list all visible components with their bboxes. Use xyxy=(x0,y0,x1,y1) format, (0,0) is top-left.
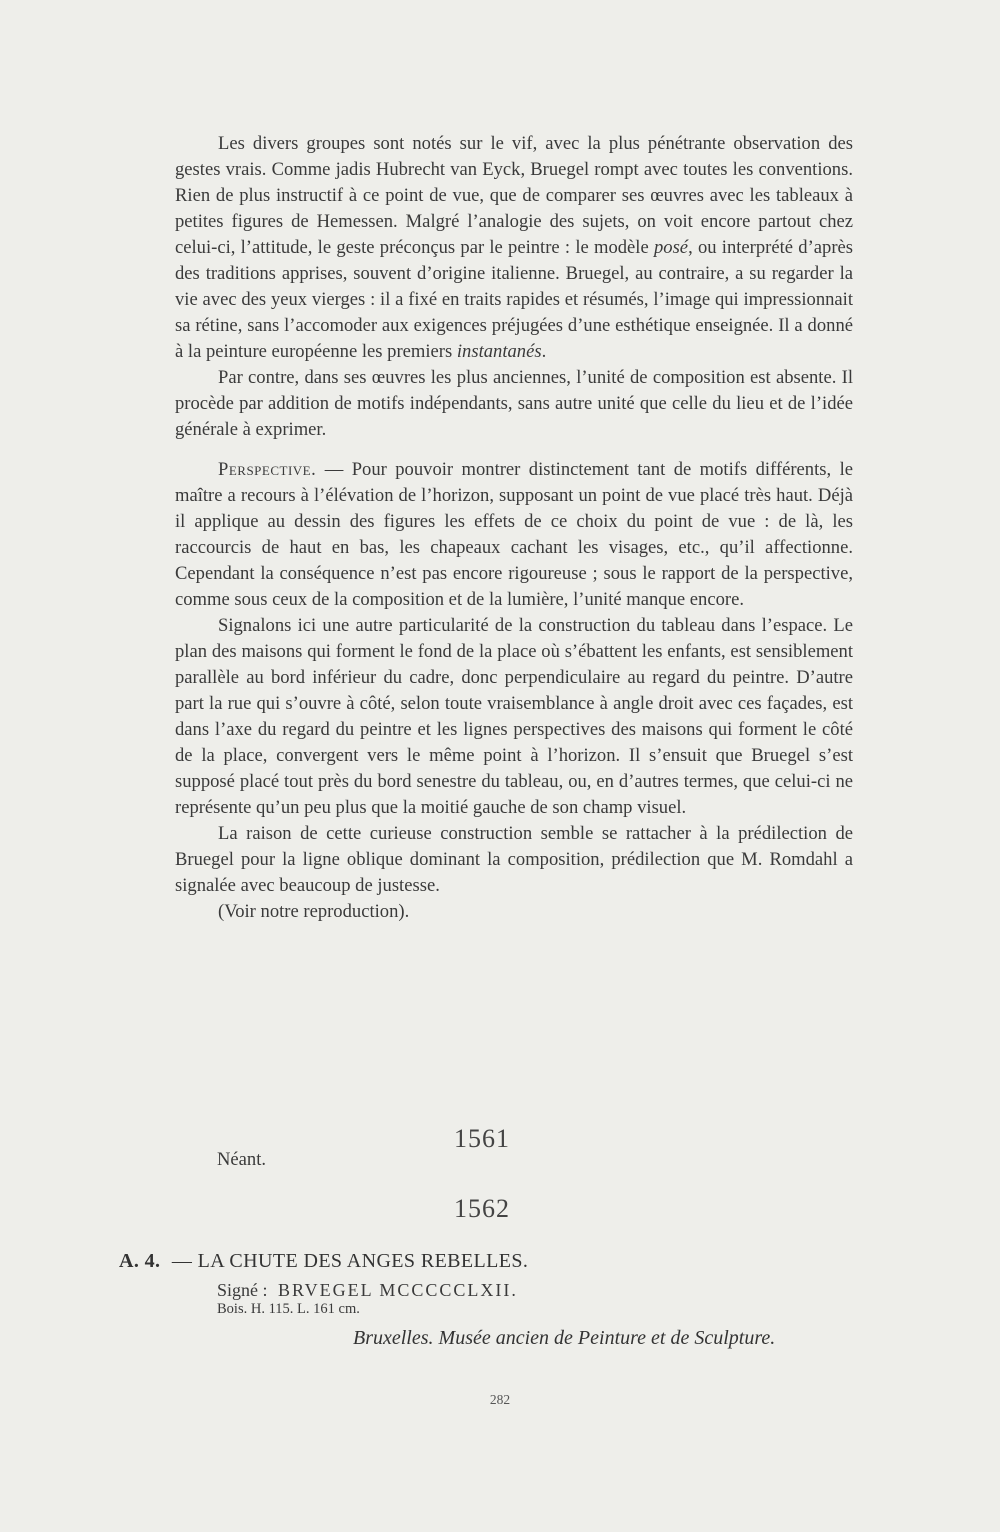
signed-label: Signé : xyxy=(217,1280,268,1300)
text-run: Signalons ici une autre particularité de la construction du tableau dans l’espace. Le plan des maisons qui forment le fond de la place où s’ébattent les enfants, est sensiblement parallèle au bord inférieur du cadre, donc perpendiculaire au regard du peintre. D’autre part la rue qui s’ouvre à côté, selon toute vraisemblance à angle droit avec ces façades, est dans l’axe du regard du peintre et les lignes perspectives des maisons qui forment le côté de la place, convergent vers le même point à l’horizon. Il s’ensuit que Bruegel s’est supposé placé tout près du bord senestre du tableau, ou, en d’autres termes, que celui-ci ne représente qu’un peu plus que la moitié gauche de son champ visuel. xyxy=(175,615,853,818)
text-run: (Voir notre reproduction). xyxy=(218,901,410,922)
paragraph-1 xyxy=(175,131,853,365)
museum-location: Bruxelles. Musée ancien de Peinture et de Sculpture. xyxy=(353,1327,776,1349)
signature-line xyxy=(217,1280,518,1301)
section-heading-perspective: Perspective. xyxy=(218,459,317,480)
year-heading-1562: 1562 xyxy=(454,1194,510,1223)
text-run: — Pour pouvoir montrer distinctement tant de motifs différents, le maître a recours à l’élévation de l’horizon, supposant un point de vue placé très haut. Déjà il applique au dessin des figures les effets de ce choix du point de vue : de là, les raccourcis de haut en bas, les chapeaux cachant les visages, etc., qu’il affectionne. Cependant la conséquence n’est pas encore rigoureuse ; sous le rapport de la perspective, comme sous ceux de la composition et de la lumière, l’unité manque encore. xyxy=(175,459,853,610)
signature-text: BRVEGEL MCCCCCLXII. xyxy=(278,1280,518,1300)
paragraph-5 xyxy=(175,821,853,899)
catalogue-entry-heading xyxy=(119,1250,528,1273)
text-run: Par contre, dans ses œuvres les plus anciennes, l’unité de composition est absente. Il procède par addition de motifs indépendants, sans autre unité que celle du lieu et de l’idée générale à exprimer. xyxy=(175,367,853,440)
dimensions-line: Bois. H. 115. L. 161 cm. xyxy=(217,1301,360,1317)
paragraph-3 xyxy=(175,457,853,613)
paragraph-6 xyxy=(175,899,853,925)
italic-term: posé xyxy=(653,237,689,258)
paragraph-4 xyxy=(175,613,853,821)
text-run: . xyxy=(541,341,547,362)
neant-note: Néant. xyxy=(217,1149,267,1170)
italic-term: instantanés xyxy=(456,341,542,362)
body-text xyxy=(175,131,853,925)
text-run: , ou interprété d’après des traditions apprises, souvent d’origine italienne. Bruegel, au contraire, a su regarder la vie avec des yeux vierges : il a fixé en traits rapides et résumés, l’image qui impressionnait sa rétine, sans l’accomoder aux exigences préjugées d’une esthétique enseignée. Il a donné à la peinture européenne les premiers xyxy=(175,237,853,362)
text-run: La raison de cette curieuse construction semble se rattacher à la prédilection de Bruegel pour la ligne oblique dominant la composition, prédilection que M. Romdahl a signalée avec beaucoup de justesse. xyxy=(175,823,853,896)
page-number: 282 xyxy=(489,1392,511,1407)
text-run: Les divers groupes sont notés sur le vif, avec la plus pénétrante observation des gestes vrais. Comme jadis Hubrecht van Eyck, Bruegel rompt avec toutes les conventions. Rien de plus instructif à ce point de vue, que de comparer ses œuvres avec les tableaux à petites figures de Hemessen. Malgré l’analogie des sujets, on voit encore partout chez celui-ci, l’attitude, le geste préconçus par le peintre : le modèle xyxy=(175,133,853,258)
entry-title: — LA CHUTE DES ANGES REBELLES. xyxy=(171,1250,529,1272)
paragraph-2 xyxy=(175,365,853,443)
entry-number: A. 4. xyxy=(119,1250,161,1272)
year-heading-1561: 1561 xyxy=(454,1124,510,1153)
